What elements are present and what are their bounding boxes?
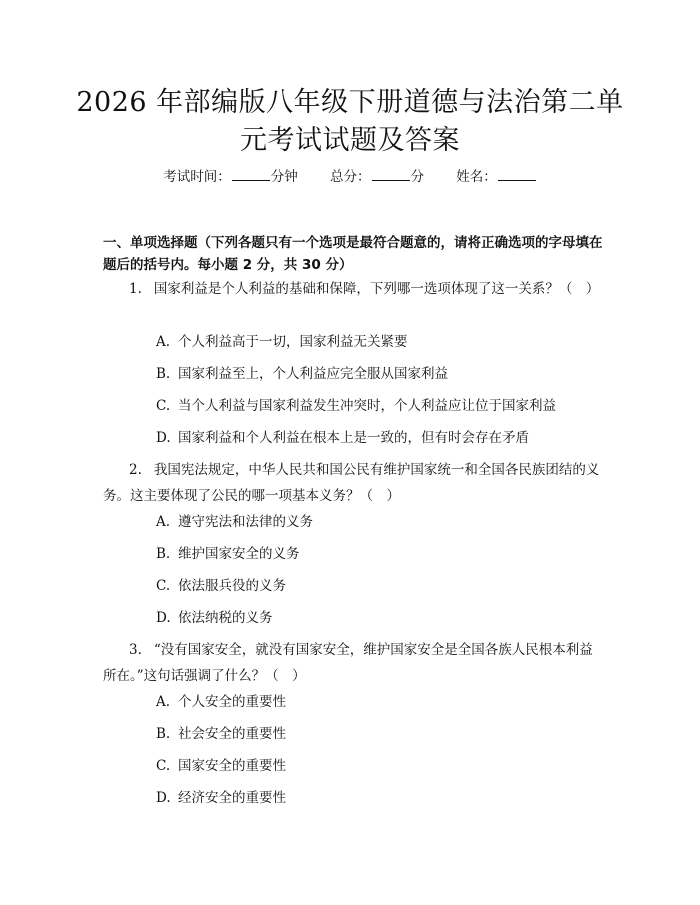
question-3-option-b[interactable] bbox=[156, 724, 286, 744]
question-1-option-b[interactable] bbox=[156, 364, 448, 384]
option-text: 国家安全的重要性 bbox=[178, 758, 286, 774]
exam-time-label: 考试时间： bbox=[163, 169, 231, 185]
option-letter: B. bbox=[156, 546, 171, 562]
option-text: 国家利益和个人利益在根本上是一致的，但有时会存在矛盾 bbox=[178, 430, 529, 446]
option-letter: C. bbox=[156, 578, 171, 594]
option-text: 社会安全的重要性 bbox=[178, 726, 286, 742]
total-score-label: 总分： bbox=[330, 169, 371, 185]
option-letter: D. bbox=[156, 790, 171, 806]
question-text: “没有国家安全，就没有国家安全，维护国家安全是全国各族人民根本利益所在。”这句话强调了什么？（ ） bbox=[103, 642, 593, 684]
option-text: 维护国家安全的义务 bbox=[178, 546, 300, 562]
student-name-label: 姓名： bbox=[456, 169, 497, 185]
question-2-option-a[interactable] bbox=[156, 512, 313, 532]
student-name-blank[interactable] bbox=[498, 166, 536, 181]
option-letter: D. bbox=[156, 610, 171, 626]
option-letter: A. bbox=[156, 334, 171, 350]
total-score-field bbox=[330, 166, 424, 187]
section-heading: 一、单项选择题（下列各题只有一个选项是最符合题意的，请将正确选项的字母填在题后的括号内。每小题 2 分，共 30 分） bbox=[103, 235, 603, 273]
question-3 bbox=[103, 637, 601, 689]
option-text: 国家利益至上，个人利益应完全服从国家利益 bbox=[178, 366, 448, 382]
exam-info-line bbox=[0, 166, 700, 187]
exam-time-field bbox=[163, 166, 298, 187]
option-letter: B. bbox=[156, 366, 171, 382]
option-text: 个人安全的重要性 bbox=[178, 694, 286, 710]
option-letter: C. bbox=[156, 758, 171, 774]
question-number: 2. bbox=[129, 462, 142, 478]
question-text: 国家利益是个人利益的基础和保障，下列哪一选项体现了这一关系？（ ） bbox=[153, 281, 600, 297]
option-text: 个人利益高于一切，国家利益无关紧要 bbox=[178, 334, 408, 350]
question-2-option-d[interactable] bbox=[156, 608, 273, 628]
question-number: 3. bbox=[129, 642, 142, 658]
option-text: 经济安全的重要性 bbox=[178, 790, 286, 806]
exam-title bbox=[60, 84, 640, 160]
option-letter: C. bbox=[156, 398, 171, 414]
question-3-option-d[interactable] bbox=[156, 788, 286, 808]
question-3-option-a[interactable] bbox=[156, 692, 286, 712]
question-1-option-d[interactable] bbox=[156, 428, 529, 448]
question-2 bbox=[103, 457, 601, 509]
student-name-field bbox=[456, 166, 537, 187]
total-score-unit: 分 bbox=[410, 169, 424, 185]
question-1-option-c[interactable] bbox=[156, 396, 556, 416]
exam-title-line-2: 元考试试题及答案 bbox=[240, 125, 460, 156]
question-2-option-b[interactable] bbox=[156, 544, 300, 564]
exam-time-blank[interactable] bbox=[232, 166, 270, 181]
question-text: 我国宪法规定，中华人民共和国公民有维护国家统一和全国各民族团结的义务。这主要体现了公民的哪一项基本义务？（ ） bbox=[103, 462, 600, 504]
question-1 bbox=[103, 276, 601, 302]
option-letter: D. bbox=[156, 430, 171, 446]
option-text: 依法服兵役的义务 bbox=[178, 578, 286, 594]
question-2-option-c[interactable] bbox=[156, 576, 286, 596]
exam-title-line-1: 2026 年部编版八年级下册道德与法治第二单 bbox=[76, 87, 624, 118]
option-text: 当个人利益与国家利益发生冲突时，个人利益应让位于国家利益 bbox=[178, 398, 556, 414]
option-letter: A. bbox=[156, 514, 171, 530]
option-letter: A. bbox=[156, 694, 171, 710]
option-letter: B. bbox=[156, 726, 171, 742]
total-score-blank[interactable] bbox=[372, 166, 410, 181]
exam-time-unit: 分钟 bbox=[270, 169, 298, 185]
option-text: 依法纳税的义务 bbox=[178, 610, 273, 626]
question-number: 1. bbox=[129, 281, 142, 297]
question-1-option-a[interactable] bbox=[156, 332, 408, 352]
question-3-option-c[interactable] bbox=[156, 756, 286, 776]
option-text: 遵守宪法和法律的义务 bbox=[178, 514, 313, 530]
